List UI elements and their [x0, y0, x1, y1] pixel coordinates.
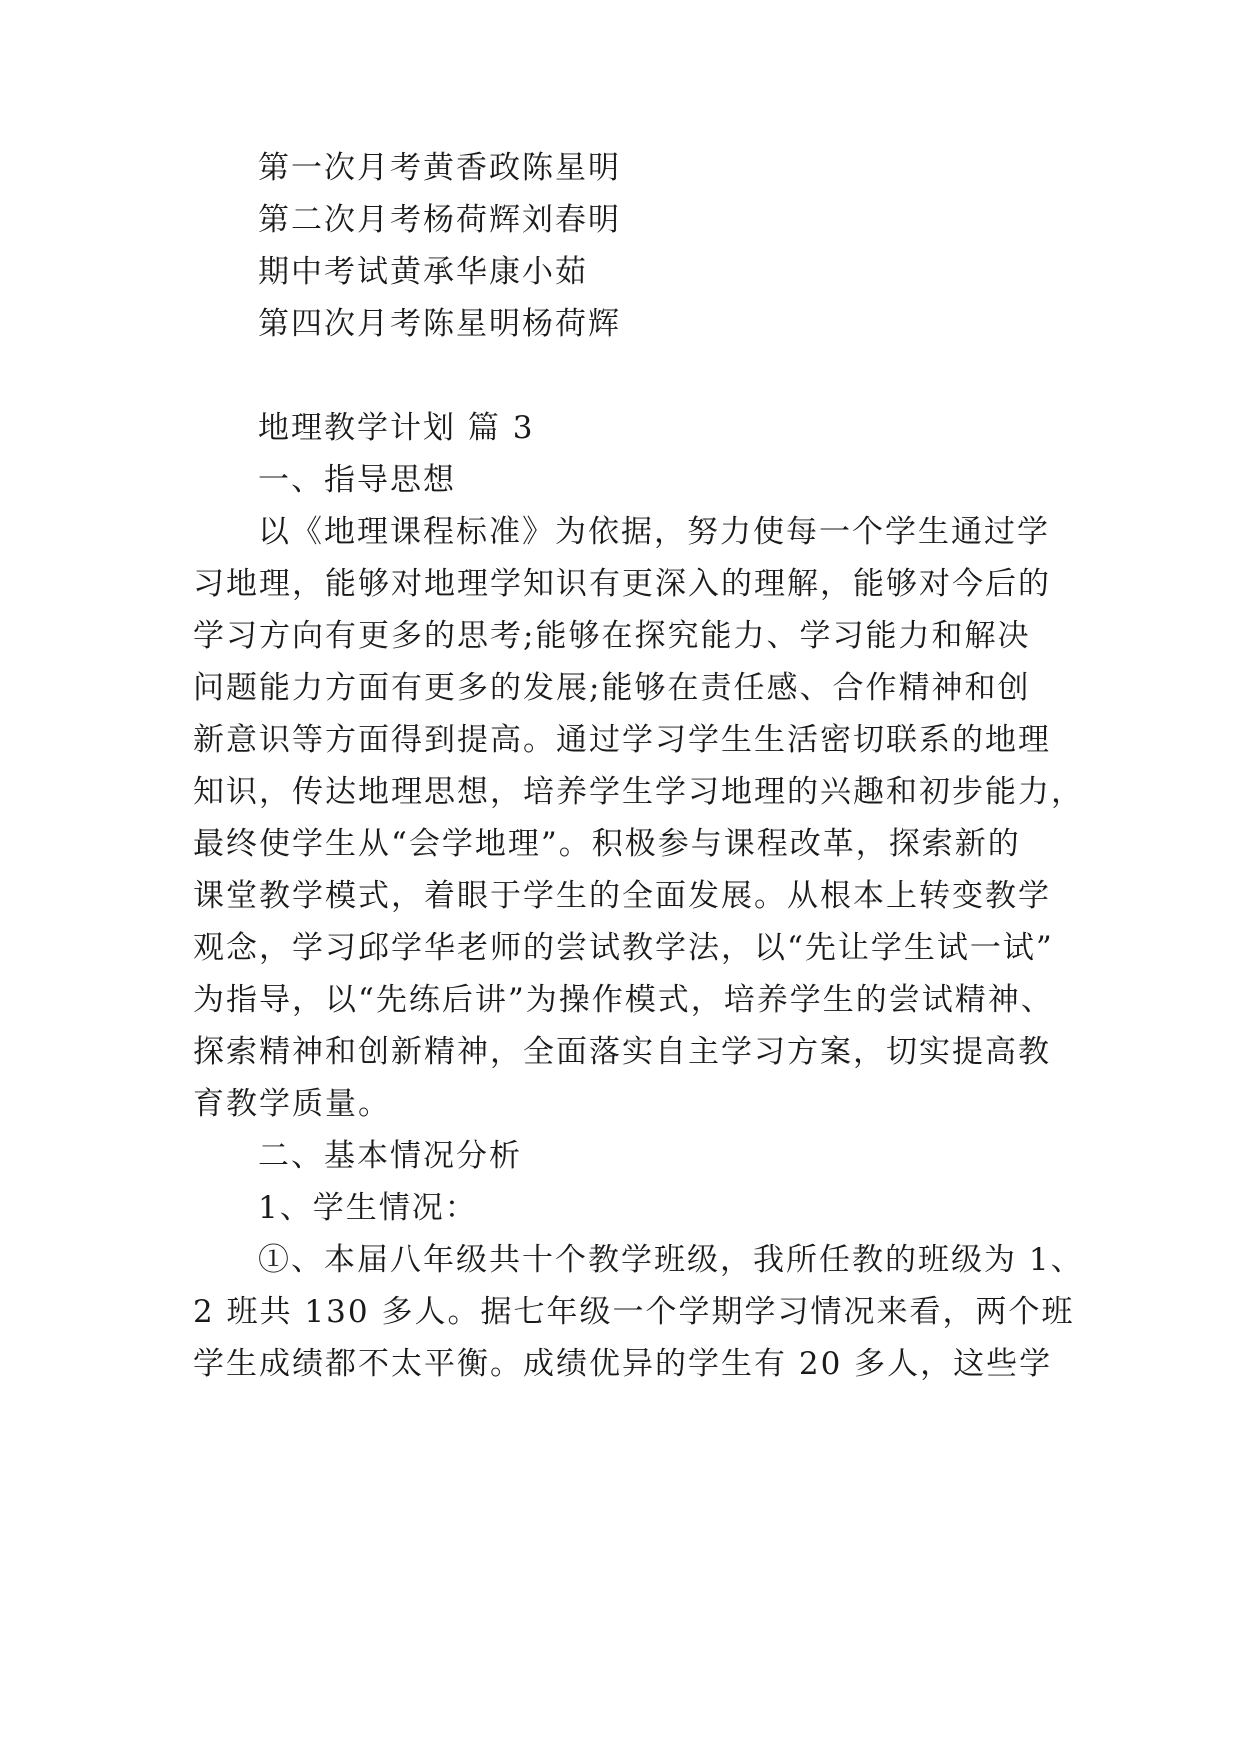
paragraph-line: 知识，传达地理思想，培养学生学习地理的兴趣和初步能力， [193, 774, 1084, 810]
paragraph-line: 探索精神和创新精神，全面落实自主学习方案，切实提高教 [193, 1034, 1051, 1070]
paragraph-line: 观念，学习邱学华老师的尝试教学法，以“先让学生试一试” [193, 930, 1054, 966]
paragraph-line: 课堂教学模式，着眼于学生的全面发展。从根本上转变教学 [193, 878, 1051, 914]
paragraph-line: 以《地理课程标准》为依据，努力使每一个学生通过学 [258, 514, 1050, 550]
exam-list-item: 第四次月考陈星明杨荷辉 [258, 306, 621, 342]
heading-guiding-ideology: 一、指导思想 [258, 462, 456, 498]
paragraph-line: 学生成绩都不太平衡。成绩优异的学生有 20 多人，这些学 [193, 1346, 1053, 1382]
paragraph-line: 为指导，以“先练后讲”为操作模式，培养学生的尝试精神、 [193, 982, 1054, 1018]
section-title: 地理教学计划 篇 3 [258, 410, 535, 446]
paragraph-line: 学习方向有更多的思考;能够在探究能力、学习能力和解决 [193, 618, 1031, 654]
paragraph-line: 问题能力方面有更多的发展;能够在责任感、合作精神和创 [193, 670, 1031, 706]
exam-list-item: 期中考试黄承华康小茹 [258, 254, 588, 290]
paragraph-line: 2 班共 130 多人。据七年级一个学期学习情况来看，两个班 [193, 1294, 1075, 1330]
paragraph-line: 习地理，能够对地理学知识有更深入的理解，能够对今后的 [193, 566, 1051, 602]
exam-list-item: 第一次月考黄香政陈星明 [258, 150, 621, 186]
exam-list-item: 第二次月考杨荷辉刘春明 [258, 202, 621, 238]
paragraph-line: 新意识等方面得到提高。通过学习学生生活密切联系的地理 [193, 722, 1051, 758]
heading-situation-analysis: 二、基本情况分析 [258, 1138, 522, 1174]
subheading-student-situation: 1、学生情况： [258, 1190, 478, 1226]
paragraph-line: ①、本届八年级共十个教学班级，我所任教的班级为 1、 [258, 1242, 1084, 1278]
paragraph-line: 育教学质量。 [193, 1086, 391, 1122]
paragraph-line: 最终使学生从“会学地理”。积极参与课程改革，探索新的 [193, 826, 1021, 862]
